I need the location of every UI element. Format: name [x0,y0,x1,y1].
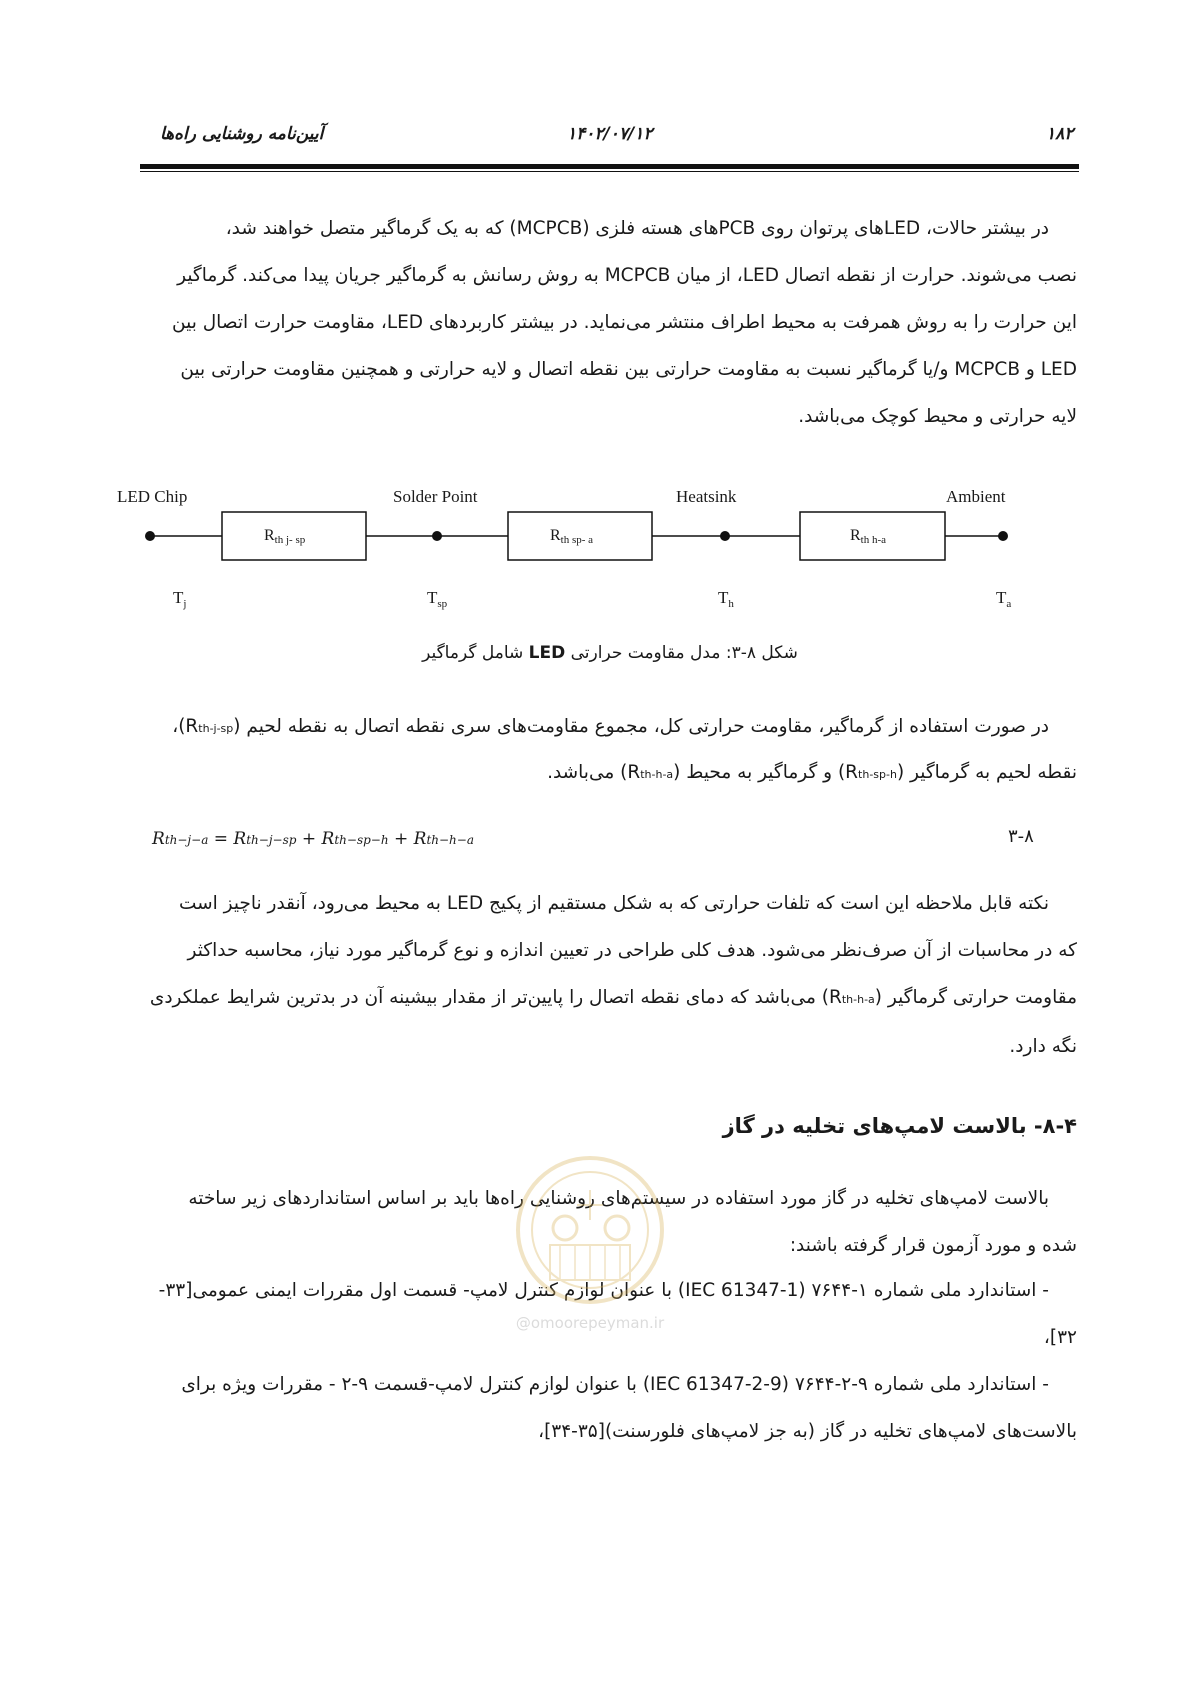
page-number: ۱۸۲ [1046,124,1074,144]
node-label-led-chip: LED Chip [117,487,188,506]
text-line: که در محاسبات از آن صرف‌نظر می‌شود. هدف کلی طراحی در تعیین اندازه و نوع گرماگیر مورد نیاز، محاسبه حداکثر [187,940,1077,961]
header-rule [140,164,1079,169]
text-line: نکته قابل ملاحظه این است که تلفات حرارتی که به شکل مستقیم از پکیج LED به محیط می‌رود، آنقدر ناچیز است [178,893,1049,914]
caption-prefix: شکل ۸-۳: مدل مقاومت حرارتی [570,643,798,663]
text-line: ۳۲]، [1043,1327,1077,1348]
text-line: نقطه لحیم به گرماگیر (Rth-sp-h) و گرماگیر به محیط (Rth-h-a) می‌باشد. [547,762,1077,783]
node-label-heatsink: Heatsink [676,487,737,506]
resistor-label-3: Rth h-a [850,527,887,546]
text-line: شده و مورد آزمون قرار گرفته باشند: [789,1235,1077,1256]
paragraph-note [143,880,1077,1070]
temp-label-j: $T_j$ [173,588,187,610]
standard-item-2 [143,1361,1077,1455]
text-line: لایه حرارتی و محیط کوچک می‌باشد. [798,406,1077,427]
node-label-solder-point: Solder Point [393,487,478,506]
section-heading: ۸-۴- بالاست لامپ‌های تخلیه در گاز [722,1114,1077,1138]
text-line: نگه دارد. [1009,1036,1077,1057]
header-rule-thin [140,171,1079,172]
watermark-text: @omoorepeyman.ir [515,1314,665,1332]
text-line: - استاندارد ملی شماره ۹-۲-۷۶۴۴ (IEC 61347-2-9) با عنوان لوازم کنترل لامپ-قسمت ۹-۲ - مقررات ویژه برای [181,1374,1049,1395]
header-date: ۱۴۰۲/۰۷/۱۲ [567,124,653,144]
watermark-logo [505,1150,675,1340]
temp-label-a: $T_a$ [996,588,1012,610]
caption-bold: LED [528,643,566,663]
text-line: این حرارت را به روش همرفت به محیط اطراف منتشر می‌نماید. در بیشتر کاربردهای LED، مقاومت حرارت اتصال بین [172,312,1077,333]
text-line: بالاست‌های لامپ‌های تخلیه در گاز (به جز لامپ‌های فلورسنت)[۳۵-۳۴]، [538,1421,1077,1442]
node-label-ambient: Ambient [946,487,1006,506]
figure-caption [143,643,1077,663]
text-line: مقاومت حرارتی گرماگیر (Rth-h-a) می‌باشد که دمای نقطه اتصال را پایین‌تر از مقدار بیشینه آن در بدترین شرایط عملکردی [149,987,1077,1008]
resistor-label-2: Rth sp- a [550,527,594,546]
text-line: در صورت استفاده از گرماگیر، مقاومت حرارتی کل، مجموع مقاومت‌های سری نقطه اتصال به نقطه لحیم (Rth-j-sp)، [172,716,1049,737]
thermal-resistance-diagram [0,480,1191,620]
node-dot-led-chip [145,531,155,541]
node-dot-heatsink [720,531,730,541]
equation: Rth−j−a = Rth−j−sp + Rth−sp−h + Rth−h−a [152,829,474,849]
text-line: LED و MCPCB و/یا گرماگیر نسبت به مقاومت حرارتی بین نقطه اتصال و لایه حرارتی و همچنین مقاومت حرارتی بین [180,359,1077,380]
caption-suffix: شامل گرماگیر [422,643,524,663]
watermark-emblem-icon [505,1150,675,1310]
paragraph-total-resistance [143,703,1077,796]
node-dot-ambient [998,531,1008,541]
text-line: در بیشتر حالات، LEDهای پرتوان روی PCBهای هسته فلزی (MCPCB) که به یک گرماگیر متصل خواهند شد، [225,218,1049,239]
text-line: - استاندارد ملی شماره ۱-۷۶۴۴ (IEC 61347-1) با عنوان لوازم کنترل لامپ- قسمت اول مقررات ایمنی عمومی[۳۳- [158,1280,1049,1301]
temp-label-h: $T_h$ [718,588,734,610]
resistor-label-1: Rth j- sp [264,527,306,546]
text-line: بالاست لامپ‌های تخلیه در گاز مورد استفاده در سیستم‌های روشنایی راه‌ها باید بر اساس استانداردهای زیر ساخته [188,1188,1049,1209]
text-line: نصب می‌شوند. حرارت از نقطه اتصال LED، از میان MCPCB به روش رسانش به گرماگیر جریان پیدا می‌کند. گرماگیر [177,265,1077,286]
paragraph-intro [143,205,1077,440]
temp-label-sp: $T_{sp}$ [427,588,448,610]
equation-number: ۳-۸ [1008,826,1034,847]
node-dot-solder-point [432,531,442,541]
header-title: آیین‌نامه روشنایی راه‌ها [160,124,324,144]
